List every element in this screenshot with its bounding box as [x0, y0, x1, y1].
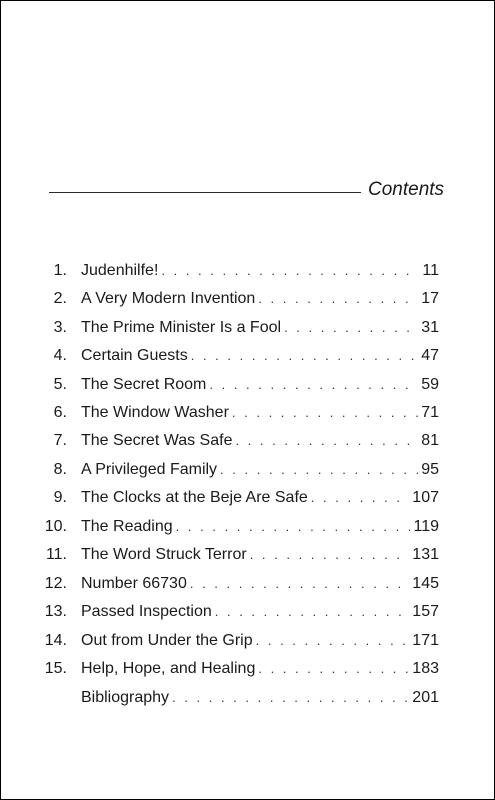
page-title: Contents: [368, 179, 445, 200]
toc-entry: [1, 456, 495, 484]
toc-entry: [1, 371, 495, 399]
chapter-title: Certain Guests: [81, 347, 188, 364]
toc-line: [81, 376, 439, 394]
toc-entry: [1, 627, 495, 655]
toc-entry: [1, 570, 495, 598]
toc-line: [81, 603, 439, 621]
page-number: 201: [412, 689, 439, 706]
toc-entry: [1, 513, 495, 541]
chapter-number: 7.: [53, 432, 67, 449]
page-number: 119: [413, 518, 439, 535]
toc-line: [81, 518, 439, 536]
toc-entry: [1, 598, 495, 626]
chapter-number: 14.: [44, 632, 67, 649]
chapter-title: A Privileged Family: [81, 461, 218, 478]
chapter-number: 11.: [45, 546, 67, 563]
toc-entry: [1, 541, 495, 569]
chapter-title: Number 66730: [81, 575, 187, 592]
dot-leader: [284, 320, 418, 335]
page-number: 183: [412, 660, 439, 677]
page-number: 171: [412, 632, 439, 649]
toc-line: [81, 489, 439, 507]
chapter-number: 12.: [44, 575, 67, 592]
chapter-number: 9.: [53, 489, 67, 506]
chapter-number: 4.: [53, 347, 67, 364]
chapter-title: The Window Washer: [81, 404, 229, 421]
page-number: 59: [421, 376, 439, 393]
page-number: 71: [421, 404, 439, 421]
chapter-number: 3.: [53, 319, 67, 336]
chapter-title: Judenhilfe!: [81, 262, 159, 279]
chapter-number: 5.: [53, 376, 67, 393]
toc-line: [81, 432, 439, 450]
toc-entry: [1, 655, 495, 683]
page-number: 145: [412, 575, 439, 592]
dot-leader: [256, 633, 410, 648]
dot-leader: [172, 690, 409, 705]
chapter-number: 1.: [53, 262, 67, 279]
chapter-title: The Clocks at the Beje Are Safe: [81, 489, 308, 506]
chapter-number: 8.: [53, 461, 67, 478]
chapter-number: 15.: [44, 660, 67, 677]
chapter-number: 2.: [53, 290, 67, 307]
toc-entry: [1, 484, 495, 512]
chapter-title: The Secret Room: [81, 376, 207, 393]
chapter-title: A Very Modern Invention: [81, 290, 256, 307]
toc-line: [81, 575, 439, 593]
toc-line: [81, 632, 439, 650]
chapter-title: The Prime Minister Is a Fool: [81, 319, 282, 336]
dot-leader: [250, 547, 410, 562]
dot-leader: [190, 576, 409, 591]
dot-leader: [161, 263, 419, 278]
toc-line: [81, 546, 439, 564]
page-number: 107: [412, 489, 439, 506]
dot-leader: [258, 291, 418, 306]
chapter-number: 10.: [44, 518, 67, 535]
toc-line: [81, 347, 439, 365]
page-number: 47: [421, 347, 439, 364]
toc-line: [81, 461, 439, 479]
page-number: 31: [421, 319, 439, 336]
toc-line: [81, 689, 439, 707]
chapter-number: 6.: [53, 404, 67, 421]
page-number: 17: [421, 290, 439, 307]
chapter-title: Help, Hope, and Healing: [81, 660, 256, 677]
page-number: 95: [421, 461, 439, 478]
toc-line: [81, 660, 439, 678]
toc-entry: [1, 342, 495, 370]
toc-line: [81, 262, 439, 280]
chapter-title: The Reading: [81, 518, 173, 535]
dot-leader: [258, 661, 409, 676]
dot-leader: [191, 348, 418, 363]
toc-line: [81, 319, 439, 337]
chapter-title: Passed Inspection: [81, 603, 212, 620]
chapter-number: 13.: [44, 603, 67, 620]
toc-entry: [1, 285, 495, 313]
toc-entry: [1, 399, 495, 427]
page-number: 157: [412, 603, 439, 620]
dot-leader: [215, 604, 410, 619]
page-number: 131: [412, 546, 439, 563]
dot-leader: [311, 490, 410, 505]
chapter-title: The Word Struck Terror: [81, 546, 247, 563]
chapter-title: Out from Under the Grip: [81, 632, 253, 649]
dot-leader: [235, 433, 418, 448]
toc-entry: [1, 427, 495, 455]
toc-line: [81, 290, 439, 308]
toc-entry-bibliography: [1, 684, 495, 712]
chapter-title: The Secret Was Safe: [81, 432, 233, 449]
header-rule: [49, 192, 361, 193]
dot-leader: [232, 405, 418, 420]
dot-leader: [176, 519, 411, 534]
chapter-title: Bibliography: [81, 689, 170, 706]
dot-leader: [209, 377, 418, 392]
toc-entry: [1, 257, 495, 285]
page-number: 11: [422, 262, 439, 279]
toc-line: [81, 404, 439, 422]
toc-entry: [1, 314, 495, 342]
dot-leader: [220, 462, 418, 477]
page-number: 81: [421, 432, 439, 449]
